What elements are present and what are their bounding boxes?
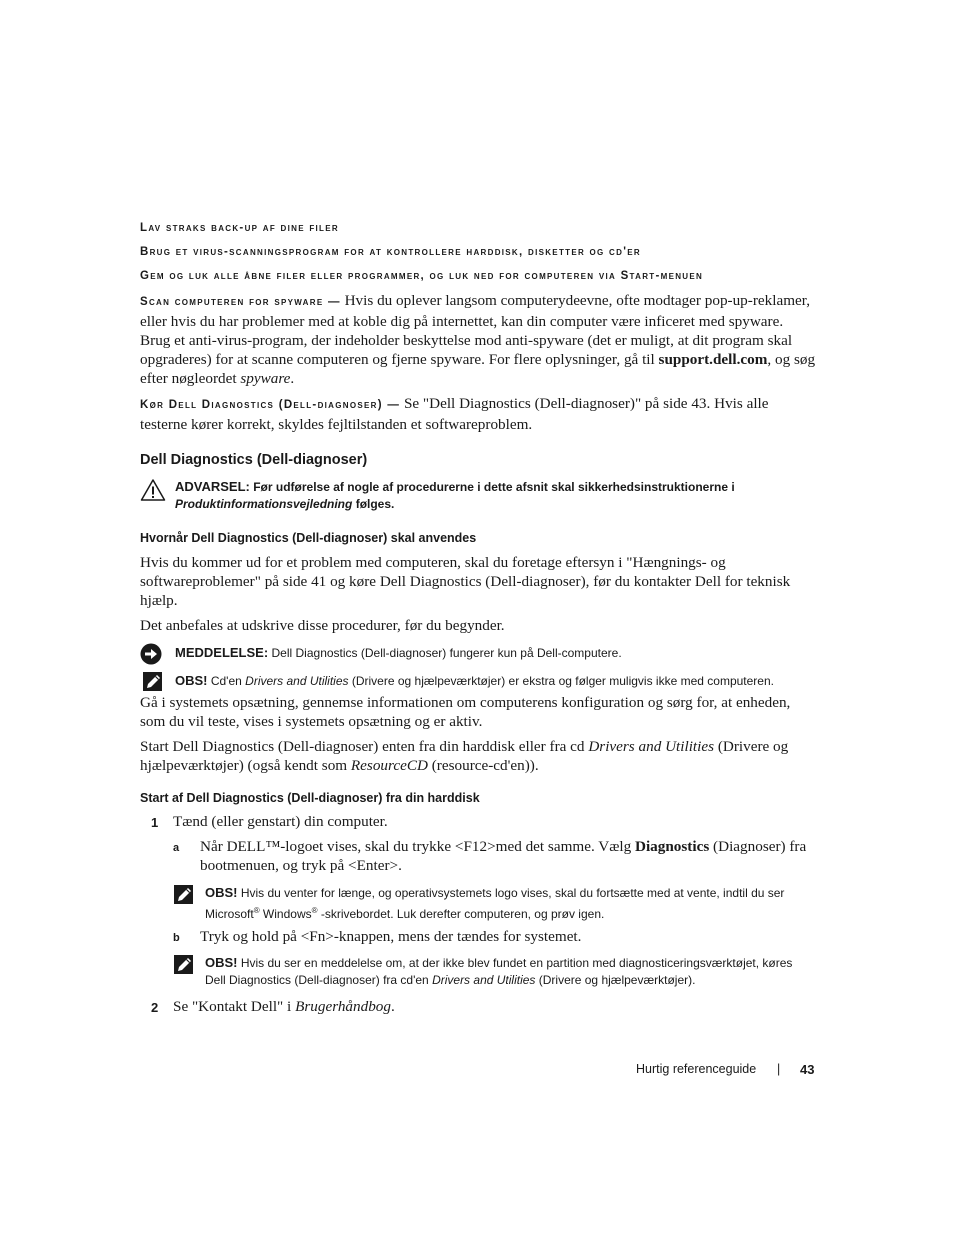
setup-paragraph: Gå i systemets opsætning, gennemse informationen om computerens konfiguration og sørg for, at enheden, som du vil teste, vises i systemets opsætning og er aktiv. <box>140 694 791 730</box>
subsection-start: Start af Dell Diagnostics (Dell-diagnoser) fra din harddisk <box>140 791 480 805</box>
obs-note-3: OBS! Hvis du ser en meddelelse om, at der ikke blev fundet en partition med diagnosticeringsværktøjet, køres Dell Diagnostics (Dell-diagnoser) fra cd'en Drivers and Utilities (Drivere og hjælpeværktøjer). <box>173 954 816 990</box>
heading-backup: Lav straks back-up af dine filer <box>140 222 339 234</box>
notice-arrow-icon <box>139 643 165 667</box>
pencil-note-icon <box>173 954 199 978</box>
step-number: 2 <box>151 1000 159 1015</box>
page-number: 43 <box>800 1062 815 1077</box>
obs-label: OBS! <box>205 885 238 900</box>
obs-label: OBS! <box>205 955 238 970</box>
obs-note-2: OBS! Hvis du venter for længe, og operativsystemets logo vises, skal du fortsætte med at vente, indtil du ser Microsoft® Windows® -skrivebordet. Luk derefter computeren, og prøv igen. <box>173 884 816 920</box>
run-diagnostics-lead: Kør Dell Diagnostics (Dell-diagnoser) — <box>140 399 401 411</box>
step-letter: b <box>173 932 180 944</box>
step-b: b Tryk og hold på <Fn>-knappen, mens der tændes for systemet. <box>140 927 816 946</box>
obs-label: OBS! <box>175 673 208 688</box>
section-title: Dell Diagnostics (Dell-diagnoser) <box>140 452 368 468</box>
footer-separator: | <box>777 1062 781 1076</box>
step-1: 1 Tænd (eller genstart) din computer. <box>151 813 388 830</box>
pencil-note-icon <box>173 884 199 908</box>
when-paragraph-1: Hvis du kommer ud for et problem med computeren, skal du foretage eftersyn i "Hængnings- og softwareproblemer" på side 41 og køre Dell Diagnostics (Dell-diagnoser), før du kontakter Dell for teknisk hjælp. <box>140 554 791 609</box>
step-letter: a <box>173 842 180 854</box>
warning-triangle-icon <box>140 478 166 502</box>
step-a: a Når DELL™-logoet vises, skal du trykke <F12>med det samme. Vælg Diagnostics (Diagnoser) fra bootmenuen, og tryk på <Enter>. <box>173 838 807 874</box>
subsection-when: Hvornår Dell Diagnostics (Dell-diagnoser) skal anvendes <box>140 531 477 545</box>
step-number: 1 <box>151 815 159 830</box>
heading-close-programs: Gem og luk alle åbne filer eller programmer, og luk ned for computeren via Start-menuen <box>140 270 704 282</box>
start-paragraph: Start Dell Diagnostics (Dell-diagnoser) enten fra din harddisk eller fra cd Drivers and Utilities (Drivere og hjælpeværktøjer) (også kendt som ResourceCD (resource-cd'en)). <box>140 738 789 774</box>
obs-note-1: OBS! Cd'en Drivers and Utilities (Drivere og hjælpeværktøjer) er ekstra og følger muligvis ikke med computeren. <box>140 671 816 693</box>
warning-label: ADVARSEL: <box>175 479 250 494</box>
pencil-note-icon <box>142 671 168 695</box>
when-paragraph-2: Det anbefales at udskrive disse procedurer, før du begynder. <box>140 617 505 634</box>
run-diagnostics-paragraph: Kør Dell Diagnostics (Dell-diagnoser) — Se "Dell Diagnostics (Dell-diagnoser)" på side 43. Hvis alle testerne kører korrekt, skyldes fejltilstanden et softwareproblem. <box>140 395 769 433</box>
page-content <box>140 220 816 1016</box>
notice-label: MEDDELELSE: <box>175 645 269 660</box>
scan-spyware-lead: Scan computeren for spyware — <box>140 296 341 308</box>
step-2: 2 Se "Kontakt Dell" i Brugerhåndbog. <box>151 998 395 1015</box>
heading-virus-scan: Brug et virus-scanningsprogram for at kontrollere harddisk, disketter og cd'er <box>140 246 641 258</box>
warning-note: ADVARSEL: Før udførelse af nogle af procedurerne i dette afsnit skal sikkerhedsinstruktionerne i Produktinformationsvejledning følges. <box>140 478 816 514</box>
scan-spyware-paragraph: Scan computeren for spyware — Hvis du oplever langsom computerydeevne, ofte modtager pop-up-reklamer, eller hvis du har problemer med at koble dig på internettet, kan din computer være inficeret med spyware. Brug et anti-virus-program, der indeholder beskyttelse mod anti-spyware (det er muligt, at dit program skal opgraderes) for at scanne computeren og fjerne spyware. For flere oplysninger, gå til support.dell.com, og søg efter nøgleordet spyware. <box>140 292 816 387</box>
notice-note: MEDDELELSE: Dell Diagnostics (Dell-diagnoser) fungerer kun på Dell-computere. <box>140 643 816 667</box>
support-link[interactable]: support.dell.com <box>658 351 768 368</box>
footer-guide-title: Hurtig referenceguide <box>636 1062 757 1076</box>
